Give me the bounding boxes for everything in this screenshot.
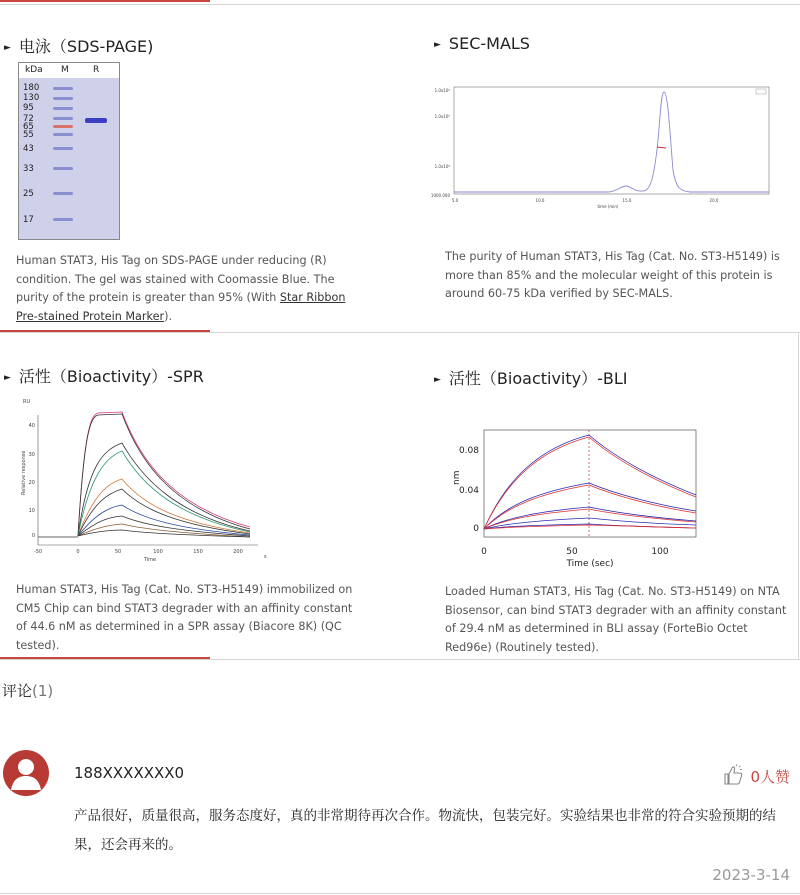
spr-x-tick: 50: [114, 549, 122, 555]
spr-curve: [78, 451, 250, 536]
sds-caption-end: ).: [164, 309, 172, 323]
bli-title-text: 活性（Bioactivity）-BLI: [448, 369, 628, 388]
bli-caption: Loaded Human STAT3, His Tag (Cat. No. ST3-H5149) on NTA Biosensor, can bind STAT3 degrader with an affinity constant of 29.4 nM as determined in BLI assay (ForteBio Octet Red96e) (Routinely tested).: [445, 585, 787, 654]
ladder-band: [53, 117, 73, 120]
spr-y-label: Relative response: [21, 450, 27, 495]
gel-marker-label: 17: [23, 215, 34, 225]
spr-x-tick: 100: [153, 549, 163, 555]
gel-marker-label: 43: [23, 144, 34, 154]
gel-marker-label: 130: [23, 93, 40, 103]
bli-y-tick: 0.04: [458, 486, 479, 496]
ladder-band: [53, 87, 73, 90]
ladder-band: [53, 218, 73, 221]
mals-plot-frame: [454, 87, 769, 194]
thumbs-up-icon: [722, 764, 744, 786]
avatar: [3, 750, 49, 796]
row-divider: [0, 332, 800, 333]
bullet-triangle-icon: ►: [4, 373, 11, 383]
gel-marker-label: 180: [23, 83, 40, 93]
sds-section-title: [4, 34, 153, 57]
bli-y-label: nm: [452, 470, 462, 485]
gel-lane-m-header: M: [61, 65, 69, 75]
spr-title-text: 活性（Bioactivity）-SPR: [18, 367, 204, 386]
ladder-band: [53, 133, 73, 136]
ladder-band: [53, 192, 73, 195]
gel-marker-label: 25: [23, 189, 34, 199]
bullet-triangle-icon: ►: [434, 375, 441, 385]
bli-x-tick: 0: [481, 547, 487, 557]
comment-text: 产品很好，质量很高，服务态度好，真的非常期待再次合作。物流快，包装完好。实验结果也非常的符合实验预期的结果，还会再来的。: [74, 808, 776, 853]
ladder-band: [53, 167, 73, 170]
like-button[interactable]: [722, 764, 790, 787]
spr-x-tick: 200: [233, 549, 243, 555]
mals-y-tick: 1.0x10⁵: [434, 114, 450, 119]
spr-curve: [78, 516, 250, 536]
spr-caption: Human STAT3, His Tag (Cat. No. ST3-H5149) immobilized on CM5 Chip can bind STAT3 degrader with an affinity constant of 44.6 nM as determined in a SPR assay (Biacore 8K) (QC tested).: [16, 583, 353, 652]
ladder-band: [53, 147, 73, 150]
gel-marker-label: 55: [23, 130, 34, 140]
mals-x-tick: 10.0: [535, 198, 545, 203]
spr-y-tick: 0: [31, 533, 35, 539]
comment-date: 2023-3-14: [712, 866, 790, 884]
bli-x-tick: 100: [651, 547, 669, 557]
spr-unit: RU: [23, 399, 31, 405]
comments-label: 评论: [2, 682, 33, 700]
gel-marker-label: 33: [23, 164, 34, 174]
sds-caption: [16, 252, 361, 326]
gel-marker-label: 65: [23, 122, 34, 132]
mals-title-text: SEC-MALS: [448, 34, 530, 53]
sec-mals-chart: [428, 80, 780, 210]
bli-section-title: [434, 366, 628, 389]
bullet-triangle-icon: ►: [434, 40, 441, 50]
gel-marker-label: 95: [23, 103, 34, 113]
bli-y-tick: 0.08: [458, 446, 479, 456]
mals-x-label: time (min): [597, 204, 619, 209]
bli-x-label: Time (sec): [566, 559, 614, 569]
user-icon: [3, 750, 49, 796]
right-border: [798, 332, 799, 660]
comment-username: 188XXXXXXX0: [74, 764, 185, 782]
like-count: 0: [750, 768, 760, 786]
mals-section-title: [434, 34, 530, 53]
spr-x-tick: -50: [33, 549, 43, 555]
spr-y-tick: 10: [28, 508, 35, 514]
comments-count: (1): [32, 682, 54, 700]
bli-y-tick: 0: [473, 524, 479, 534]
spr-x-unit: s: [264, 554, 267, 560]
sds-title-text: 电泳（SDS-PAGE): [18, 37, 154, 56]
spr-curve: [78, 412, 250, 536]
ladder-band-red: [53, 125, 73, 128]
mals-caption: The purity of Human STAT3, His Tag (Cat. No. ST3-H5149) is more than 85% and the molecular weight of this protein is around 60-75 kDa verified by SEC-MALS.: [445, 250, 780, 300]
bli-x-tick: 50: [566, 547, 578, 557]
mals-y-tick: 1.0x10⁴: [434, 164, 450, 169]
top-accent-line: [0, 0, 210, 2]
spr-x-tick: 150: [193, 549, 203, 555]
spr-curve: [78, 479, 250, 536]
spr-x-tick: 0: [76, 549, 80, 555]
sds-gel-image: [18, 62, 120, 240]
spr-curve: [78, 530, 250, 537]
bullet-triangle-icon: ►: [4, 43, 11, 53]
mals-legend-box: [756, 89, 766, 94]
gel-marker-label: 72: [23, 114, 34, 124]
sample-band: [85, 118, 107, 123]
sds-caption-text: Human STAT3, His Tag on SDS-PAGE under reducing (R) condition. The gel was stained with Coomassie Blue. The purity of the protein is greater than 95% (With: [16, 254, 335, 304]
comments-divider: [0, 659, 800, 660]
spr-y-tick: 40: [28, 423, 35, 429]
gel-lane-r-header: R: [93, 65, 100, 75]
spr-y-tick: 20: [28, 480, 35, 486]
top-divider: [0, 4, 800, 5]
comments-heading: [2, 680, 53, 701]
star-ribbon-marker-link[interactable]: Star Ribbon Pre-stained Protein Marker: [16, 291, 346, 323]
mals-x-tick: 15.0: [622, 198, 632, 203]
spr-curve: [78, 414, 250, 536]
gel-kda-header: kDa: [25, 65, 43, 75]
spr-section-title: [4, 364, 204, 387]
ladder-band: [53, 107, 73, 110]
spr-y-tick: 30: [28, 452, 35, 458]
bli-chart: [448, 425, 700, 570]
bottom-divider: [0, 893, 800, 894]
spr-x-label: Time: [143, 557, 157, 563]
like-suffix: 人赞: [759, 768, 790, 786]
mals-y-tick: 1.0x10⁶: [434, 88, 450, 93]
mals-y-tick: 1000.000: [430, 193, 450, 198]
spr-chart: [18, 395, 268, 565]
ladder-band: [53, 97, 73, 100]
mals-x-tick: 20.0: [709, 198, 719, 203]
mals-x-tick: 5.0: [451, 198, 459, 203]
